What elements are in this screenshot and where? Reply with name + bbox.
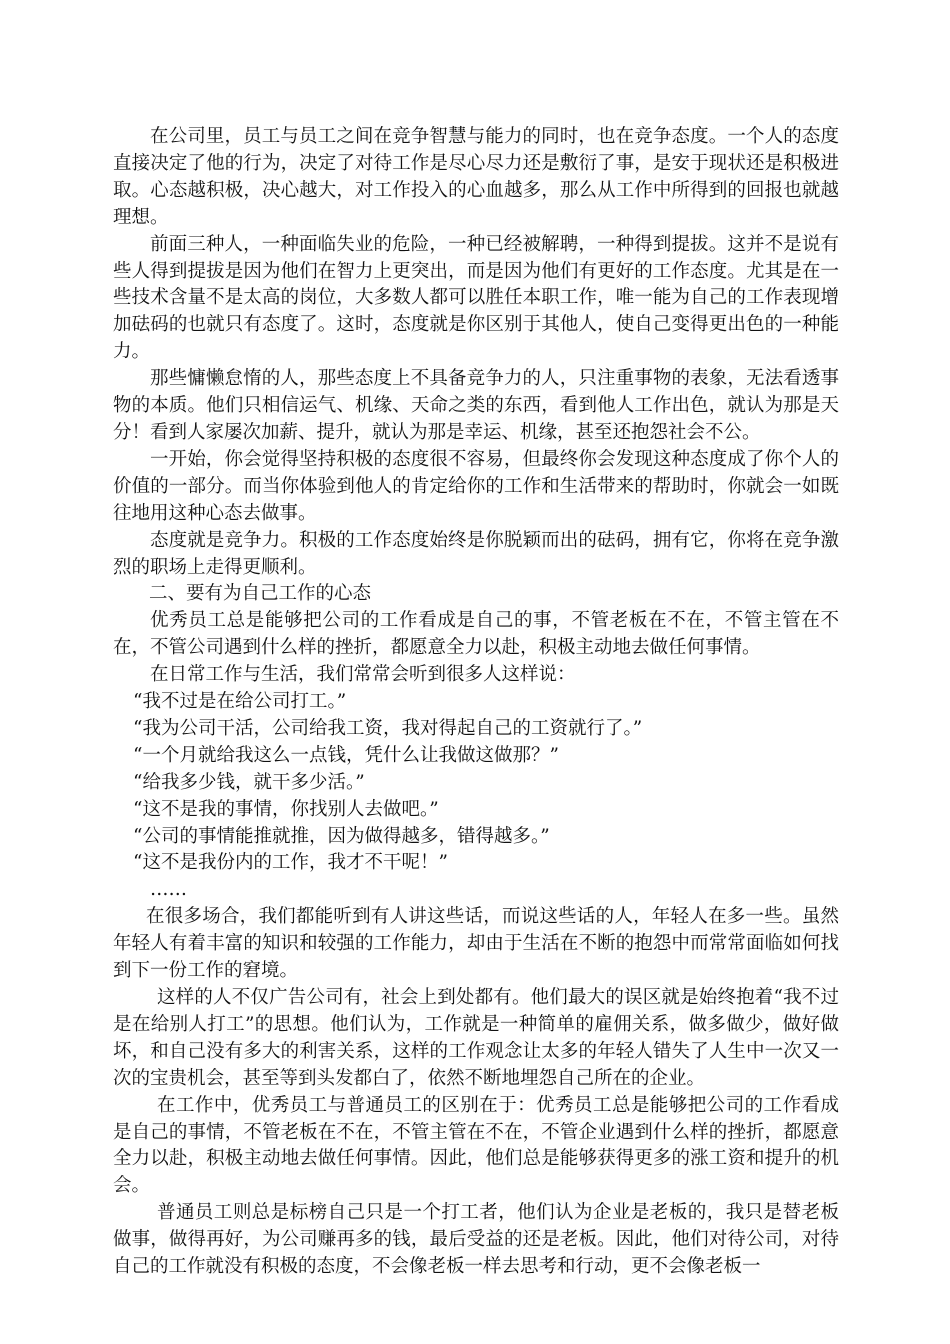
paragraph-competition-attitude: 在公司里，员工与员工之间在竞争智慧与能力的同时，也在竞争态度。一个人的态度直接决定了他的行为，决定了对待工作是尽心尽力还是敷衍了事，是安于现状还是积极进取。心态越积极，决心越大，对工作投入的心血越多，那么从工作中所得到的回报也就越理想。	[113, 126, 839, 228]
quote-line: “公司的事情能推就推，因为做得越多，错得越多。”	[133, 825, 550, 847]
paragraph-daily-life-intro: 在日常工作与生活，我们常常会听到很多人这样说：	[150, 664, 576, 686]
quote-line: “我不过是在给公司打工。”	[133, 691, 347, 713]
section-heading-work-for-yourself: 二、要有为自己工作的心态	[149, 583, 372, 605]
paragraph-difference-excellent-ordinary: 在工作中，优秀员工与普通员工的区别在于：优秀员工总是能够把公司的工作看成是自己的事情，不管老板在不在，不管主管在不在，不管企业遇到什么样的挫折，都愿意全力以赴，积极主动地去做任何事情。因此，他们总是能够获得更多的涨工资和提升的机会。	[113, 1094, 839, 1197]
quote-line: “我为公司干活，公司给我工资，我对得起自己的工资就行了。”	[133, 717, 643, 739]
quote-line: “这不是我的事情，你找别人去做吧。”	[133, 798, 439, 820]
paragraph-positive-attitude-value: 一开始，你会觉得坚持积极的态度很不容易，但最终你会发现这种态度成了你个人的价值的一部分。而当你体验到他人的肯定给你的工作和生活带来的帮助时，你就会一如既往地用这种心态去做事。	[113, 448, 839, 524]
ellipsis-line: ……	[150, 879, 187, 901]
quote-line: “这不是我份内的工作，我才不干呢！”	[133, 852, 448, 874]
paragraph-many-occasions: 在很多场合，我们都能听到有人讲这些话，而说这些话的人，年轻人在多一些。虽然年轻人有着丰富的知识和较强的工作能力，却由于生活在不断的抱怨中而常常面临如何找到下一份工作的窘境。	[113, 906, 839, 982]
paragraph-ordinary-employees: 普通员工则总是标榜自己只是一个打工者，他们认为企业是老板的，我只是替老板做事，做得再好，为公司赚再多的钱，最后受益的还是老板。因此，他们对待公司，对待自己的工作就没有积极的态度，不会像老板一样去思考和行动，更不会像老板一	[113, 1202, 839, 1278]
paragraph-three-types-of-people: 前面三种人，一种面临失业的危险，一种已经被解聘，一种得到提拔。这并不是说有些人得到提拔是因为他们在智力上更突出，而是因为他们有更好的工作态度。尤其是在一些技术含量不是太高的岗位，大多数人都可以胜任本职工作，唯一能为自己的工作表现增加砝码的也就只有态度了。这时，态度就是你区别于其他人，使自己变得更出色的一种能力。	[113, 233, 839, 363]
document-page	[113, 124, 839, 1281]
quote-line: “给我多少钱，就干多少活。”	[133, 771, 365, 793]
paragraph-excellent-employees: 优秀员工总是能够把公司的工作看成是自己的事，不管老板在不在，不管主管在不在，不管公司遇到什么样的挫折，都愿意全力以赴，积极主动地去做任何事情。	[113, 610, 839, 659]
paragraph-misconception: 这样的人不仅广告公司有，社会上到处都有。他们最大的误区就是始终抱着“我不过是在给别人打工”的思想。他们认为，工作就是一种简单的雇佣关系，做多做少，做好做坏，和自己没有多大的利害关系，这样的工作观念让太多的年轻人错失了人生中一次又一次的宝贵机会，甚至等到头发都白了，依然不断地埋怨自己所在的企业。	[113, 987, 839, 1089]
paragraph-lazy-people: 那些慵懒怠惰的人，那些态度上不具备竞争力的人，只注重事物的表象，无法看透事物的本质。他们只相信运气、机缘、天命之类的东西，看到他人工作出色，就认为那是天分！看到人家屡次加薪、提升，就认为那是幸运、机缘，甚至还抱怨社会不公。	[113, 368, 839, 443]
quote-line: “一个月就给我这么一点钱，凭什么让我做这做那？”	[133, 744, 559, 766]
paragraph-attitude-is-competitiveness: 态度就是竞争力。积极的工作态度始终是你脱颖而出的砝码，拥有它，你将在竞争激烈的职场上走得更顺利。	[113, 529, 839, 578]
